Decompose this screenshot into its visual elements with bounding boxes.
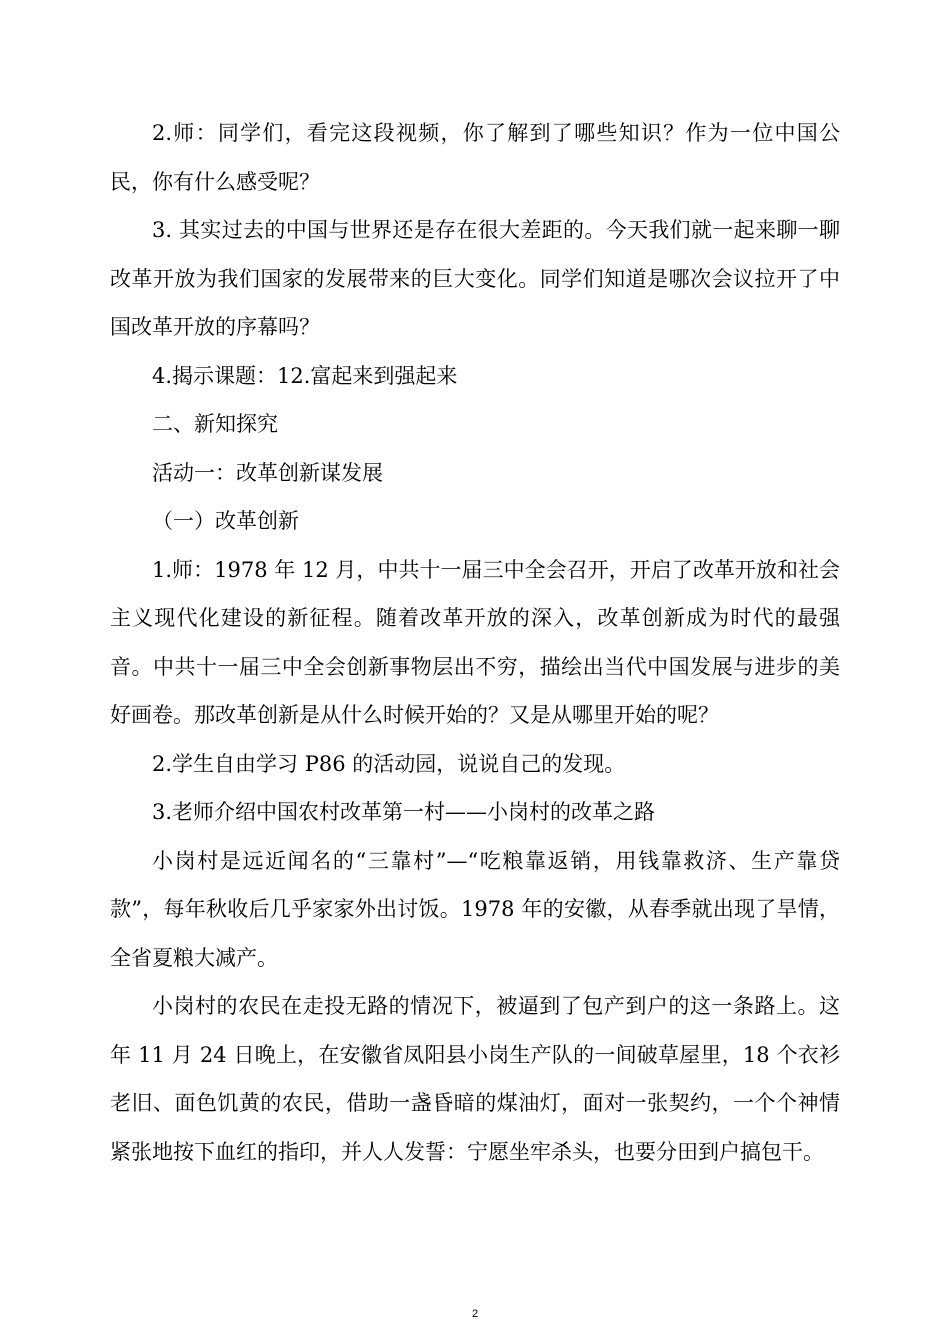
subsection-heading-reform: （一）改革创新	[152, 509, 299, 533]
paragraph-xiaogang-background: 小岗村是远近闻名的“三靠村”—“吃粮靠返销，用钱靠救济、生产靠贷款”，每年秋收后几乎家家外出讨饭。1978 年的安徽，从春季就出现了旱情，全省夏粮大减产。	[110, 848, 840, 970]
paragraph-gap-intro: 3. 其实过去的中国与世界还是存在很大差距的。今天我们就一起来聊一聊改革开放为我们国家的发展带来的巨大变化。同学们知道是哪次会议拉开了中国改革开放的序幕吗？	[110, 218, 840, 339]
document-body	[110, 109, 840, 1176]
activity-heading: 活动一：改革创新谋发展	[152, 460, 383, 485]
paragraph-xiaogang-intro: 3.老师介绍中国农村改革第一村——小岗村的改革之路	[152, 800, 656, 824]
paragraph-xiaogang-contract: 小岗村的农民在走投无路的情况下，被逼到了包产到户的这一条路上。这年 11 月 24 日晚上，在安徽省凤阳县小岗生产队的一间破草屋里，18 个衣衫老旧、面色饥黄的农民，借助一盏昏暗的煤油灯，面对一张契约，一个个神情紧张地按下血红的指印，并人人发誓：宁愿坐牢杀头，也要分田到户搞包干。	[110, 994, 840, 1164]
paragraph-reveal-topic: 4.揭示课题：12.富起来到强起来	[152, 363, 458, 388]
page-number: 2	[471, 1308, 479, 1320]
section-heading-new-knowledge: 二、新知探究	[152, 412, 278, 436]
paragraph-teacher-question: 2.师：同学们，看完这段视频，你了解到了哪些知识？作为一位中国公民，你有什么感受呢？	[110, 121, 840, 194]
paragraph-student-study: 2.学生自由学习 P86 的活动园，说说自己的发现。	[152, 751, 626, 776]
paragraph-third-plenum: 1.师：1978 年 12 月，中共十一届三中全会召开，开启了改革开放和社会主义现代化建设的新征程。随着改革开放的深入，改革创新成为时代的最强音。中共十一届三中全会创新事物层出不穷，描绘出当代中国发展与进步的美好画卷。那改革创新是从什么时候开始的？又是从哪里开始的呢？	[110, 557, 840, 727]
